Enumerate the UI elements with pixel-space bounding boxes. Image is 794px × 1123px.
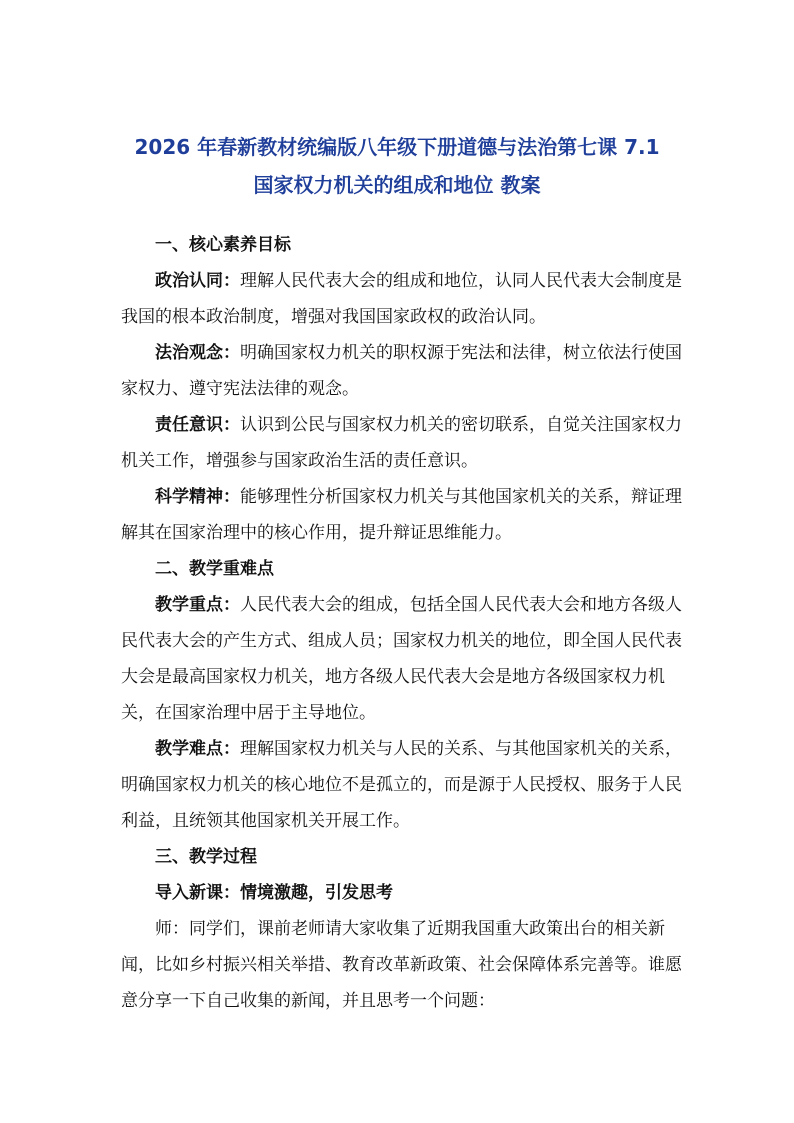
- paragraph-text: 理解人民代表大会的组成和地位，认同人民代表大会制度是我国的根本政治制度，增强对我国国家政权的政治认同。: [121, 271, 682, 327]
- paragraph-difficulties: [121, 731, 686, 839]
- paragraph-label: 政治认同：: [155, 271, 240, 291]
- section-heading-2: 二、教学重难点: [155, 559, 274, 579]
- paragraph-label: 教学重点：: [155, 595, 240, 615]
- paragraph-text: 明确国家权力机关的职权源于宪法和法律，树立依法行使国家权力、遵守宪法法律的观念。: [121, 343, 682, 399]
- paragraph-key-points: [121, 587, 686, 731]
- paragraph-text: 人民代表大会的组成，包括全国人民代表大会和地方各级人民代表大会的产生方式、组成人员；国家权力机关的地位，即全国人民代表大会是最高国家权力机关，地方各级人民代表大会是地方各级国家权力机关，在国家治理中居于主导地位。: [121, 595, 682, 723]
- paragraph-text: 认识到公民与国家权力机关的密切联系，自觉关注国家权力机关工作，增强参与国家政治生活的责任意识。: [121, 415, 682, 471]
- title-line-2: 国家权力机关的组成和地位 教案: [253, 173, 541, 197]
- paragraph-text: 能够理性分析国家权力机关与其他国家机关的关系，辩证理解其在国家治理中的核心作用，提升辩证思维能力。: [121, 487, 682, 543]
- paragraph-label: 科学精神：: [155, 487, 240, 507]
- paragraph-political-identity: [121, 263, 686, 335]
- paragraph-rule-of-law: [121, 335, 686, 407]
- paragraph-label: 教学难点：: [155, 739, 240, 759]
- title-line-1: 2026 年春新教材统编版八年级下册道德与法治第七课 7.1: [134, 135, 660, 159]
- subsection-heading-intro: 导入新课：情境激趣，引发思考: [155, 883, 393, 903]
- section-heading-3: 三、教学过程: [155, 847, 257, 867]
- paragraph-text: 理解国家权力机关与人民的关系、与其他国家机关的关系，明确国家权力机关的核心地位不是孤立的，而是源于人民授权、服务于人民利益，且统领其他国家机关开展工作。: [121, 739, 682, 831]
- paragraph-scientific-spirit: [121, 479, 686, 551]
- document-body: [121, 227, 686, 1019]
- paragraph-label: 责任意识：: [155, 415, 240, 435]
- document-title: [100, 128, 694, 204]
- section-heading-1: 一、核心素养目标: [155, 235, 291, 255]
- paragraph-teacher-intro: 师：同学们，课前老师请大家收集了近期我国重大政策出台的相关新闻，比如乡村振兴相关举措、教育改革新政策、社会保障体系完善等。谁愿意分享一下自己收集的新闻，并且思考一个问题：: [121, 919, 682, 1011]
- paragraph-responsibility: [121, 407, 686, 479]
- paragraph-label: 法治观念：: [155, 343, 240, 363]
